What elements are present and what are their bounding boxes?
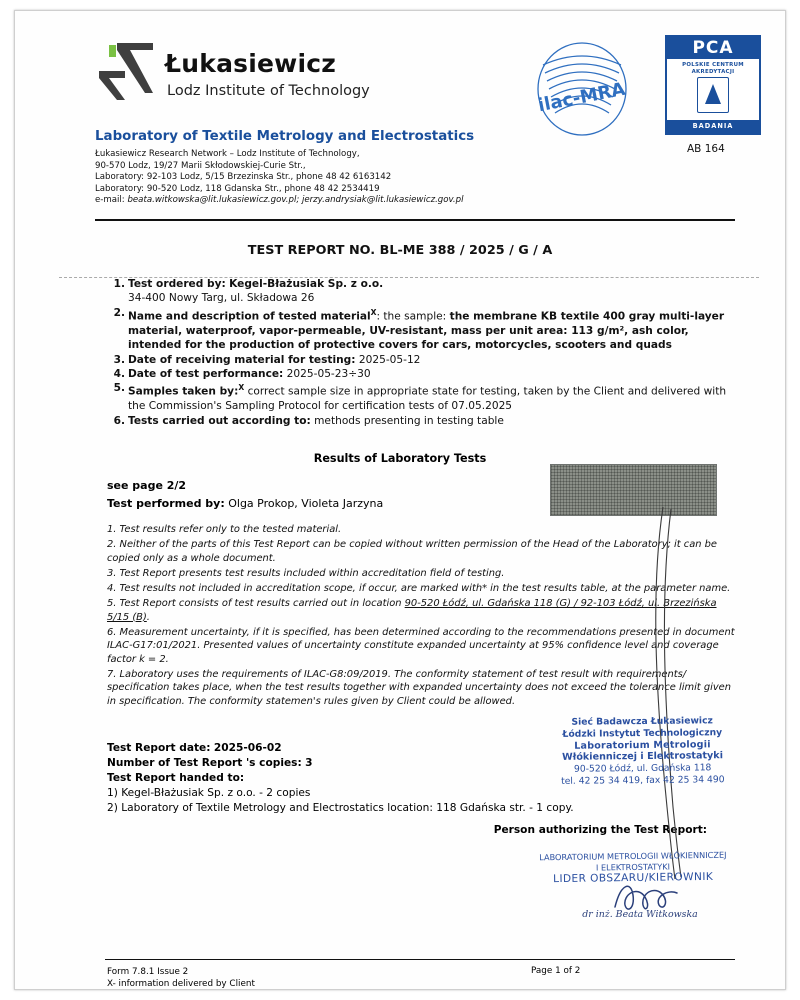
- item-value: the membrane KB textile 400 gray multi-layer material, waterproof, vapor-permeable, UV-resistant, mass per unit area: 113 g/m², ash color, intended for the production of protective covers for cars, motorcycles, scooters and quads: [128, 310, 725, 352]
- email-value: beata.witkowska@lit.lukasiewicz.gov.pl; jerzy.andrysiak@lit.lukasiewicz.gov.pl: [127, 195, 464, 205]
- address-line-1: Łukasiewicz Research Network – Lodz Institute of Technology,: [95, 149, 360, 159]
- test-performed-by: [107, 497, 383, 510]
- lukasiewicz-logo-icon: [95, 41, 159, 103]
- item-label: Name and description of tested material: [128, 310, 371, 323]
- stamp-line-2: Łódzki Instytut Technologiczny: [562, 726, 723, 740]
- item-value: 2025-05-23÷30: [286, 367, 371, 380]
- note-6: 6. Measurement uncertainty, if it is specified, has been determined according to the recommendations presented in document ILAC-G17:01/2021. Presented values of uncertainty constitute expanded uncertainty at 95% confidence level and coverage factor k = 2.: [107, 627, 735, 665]
- page-title: TEST REPORT NO. BL-ME 388 / 2025 / G / A: [247, 243, 553, 258]
- item-value: correct sample size in appropriate state for testing, taken by the Client and delivered with the Commission's Sampling Protocol for certification tests of 07.05.2025: [128, 385, 727, 413]
- note-3: 3. Test Report presents test results included within accreditation field of testing.: [107, 567, 505, 579]
- performed-label: Test performed by:: [107, 497, 225, 510]
- performed-value: Olga Prokop, Violeta Jarzyna: [228, 497, 384, 510]
- email-line: [95, 195, 463, 207]
- item-label: Date of receiving material for testing:: [128, 353, 356, 366]
- item-label: Tests carried out according to:: [128, 414, 311, 427]
- list-item: [107, 306, 732, 353]
- list-item: [107, 381, 732, 413]
- copies-label: Number of Test Report 's copies:: [107, 757, 302, 769]
- item-value: Kegel-Błażusiak Sp. z o.o.: [229, 278, 384, 290]
- handed-to-item-2: 2) Laboratory of Textile Metrology and Electrostatics location: 118 Gdańska str. - 1 copy.: [107, 802, 574, 814]
- list-item: [107, 277, 732, 306]
- copies-value: 3: [305, 757, 313, 769]
- see-page-note: see page 2/2: [107, 479, 187, 492]
- results-heading: Results of Laboratory Tests: [313, 452, 487, 465]
- footer-left: [107, 966, 255, 990]
- accreditation-number: AB 164: [687, 143, 725, 155]
- note-2: 2. Neither of the parts of this Test Report can be copied without written permission of the Head of the Laboratory; it can be copied only as a whole document.: [107, 539, 718, 564]
- report-notes: [107, 523, 735, 710]
- list-item: [107, 414, 732, 428]
- signatory-stamp-line-3: LIDER OBSZARU/KIEROWNIK: [553, 870, 714, 886]
- item-label: Samples taken by:: [128, 385, 239, 398]
- item-label: Test ordered by:: [128, 278, 226, 290]
- note-5: 5. Test Report consists of test results carried out in location 90-520 Łódź, ul. Gdańska 118 (G) / 92-103 Łódź, ul. Brzezińska 5/15 (B).: [107, 598, 717, 623]
- page-number: Page 1 of 2: [531, 966, 581, 976]
- signatory-stamp-line-1: LABORATORIUM METROLOGII WŁÓKIENNICZEJ: [539, 849, 727, 863]
- note-1: 1. Test results refer only to the tested material.: [107, 524, 342, 535]
- pca-bottom-label: BADANIA: [667, 120, 759, 133]
- address-line-3: Laboratory: 92-103 Lodz, 5/15 Brzezinska Str., phone 48 42 6163142: [95, 172, 392, 182]
- item-number: 2.: [113, 306, 125, 319]
- stamp-line-5: 90-520 Łódź, ul. Gdańska 118: [573, 762, 712, 775]
- pca-emblem-icon: [697, 77, 729, 113]
- address-line-4: Laboratory: 90-520 Lodz, 118 Gdanska Str., phone 48 42 2534419: [95, 183, 380, 194]
- pca-title: PCA: [667, 37, 759, 59]
- signatory-name: dr inż. Beata Witkowska: [582, 909, 698, 920]
- note-7: 7. Laboratory uses the requirements of ILAC-G8:09/2019. The conformity statement of test result with requirements/ specification takes place, when the test results together with expanded uncertainty does not exceed the tolerance limit given in specification. The conformity statemen's rules given by Client could be allowed.: [107, 668, 732, 707]
- stamp-line-3: Laboratorium Metrologii: [574, 738, 711, 752]
- laboratory-blue-stamp: [535, 715, 751, 788]
- report-items-list: [107, 277, 732, 428]
- item-lead: : the sample:: [376, 310, 447, 323]
- report-date-label: Test Report date:: [107, 742, 211, 754]
- footer-divider: [105, 959, 735, 960]
- item-number: 4.: [113, 367, 125, 380]
- pca-accreditation-badge: [665, 35, 761, 135]
- ilac-mra-icon: [523, 37, 641, 141]
- item-number: 6.: [113, 414, 125, 427]
- form-number: Form 7.8.1 Issue 2: [107, 967, 189, 977]
- stamp-line-1: Sieć Badawcza Łukasiewicz: [571, 715, 713, 728]
- item-label: Date of test performance:: [128, 367, 284, 380]
- paper-sheet: [14, 10, 786, 990]
- footer-legend: X- information delivered by Client: [107, 979, 255, 989]
- header-divider: [95, 219, 735, 221]
- person-authorizing-label: Person authorizing the Test Report:: [493, 824, 707, 836]
- note-4: 4. Test results not included in accreditation scope, if occur, are marked with* in the test results table, at the parameter name.: [107, 583, 731, 595]
- address-line-2: 90-570 Lodz, 19/27 Marii Skłodowskiej-Curie Str.,: [95, 160, 306, 171]
- email-label: e-mail:: [95, 195, 125, 205]
- pca-subtitle: POLSKIE CENTRUM AKREDYTACJI: [682, 62, 744, 75]
- list-item: [107, 367, 732, 381]
- handed-to-item-1: 1) Kegel-Błażusiak Sp. z o.o. - 2 copies: [107, 787, 311, 799]
- item-number: 5.: [113, 382, 125, 395]
- paper-inner: [15, 11, 785, 989]
- item-number: 3.: [113, 353, 125, 366]
- org-subtitle: Lodz Institute of Technology: [167, 83, 370, 99]
- item-label-superscript: X: [238, 383, 245, 393]
- laboratory-address: [95, 149, 463, 207]
- document-header: [95, 33, 744, 213]
- list-item: [107, 353, 732, 367]
- item-number: 1.: [113, 278, 125, 290]
- signatory-stamp-line-2: I ELEKTROSTATYKI: [595, 860, 671, 873]
- laboratory-title: Laboratory of Textile Metrology and Electrostatics: [95, 129, 475, 144]
- org-name: Łukasiewicz: [165, 49, 336, 78]
- stamp-line-4: Włókienniczej i Elektrostatyki: [562, 750, 724, 764]
- material-sample-photo: [550, 464, 717, 516]
- item-value: methods presenting in testing table: [314, 414, 504, 427]
- item-label-superscript: X: [370, 307, 377, 317]
- svg-text:ilac-MRA: ilac-MRA: [536, 78, 628, 117]
- handed-to-label: Test Report handed to:: [107, 772, 245, 784]
- item-second-line: 34-400 Nowy Targ, ul. Składowa 26: [128, 292, 315, 305]
- report-date-value: 2025-06-02: [213, 742, 282, 754]
- item-value: 2025-05-12: [358, 353, 421, 366]
- logo-block: [95, 41, 405, 121]
- stamp-line-6: tel. 42 25 34 419, fax 42 25 34 490: [561, 774, 725, 787]
